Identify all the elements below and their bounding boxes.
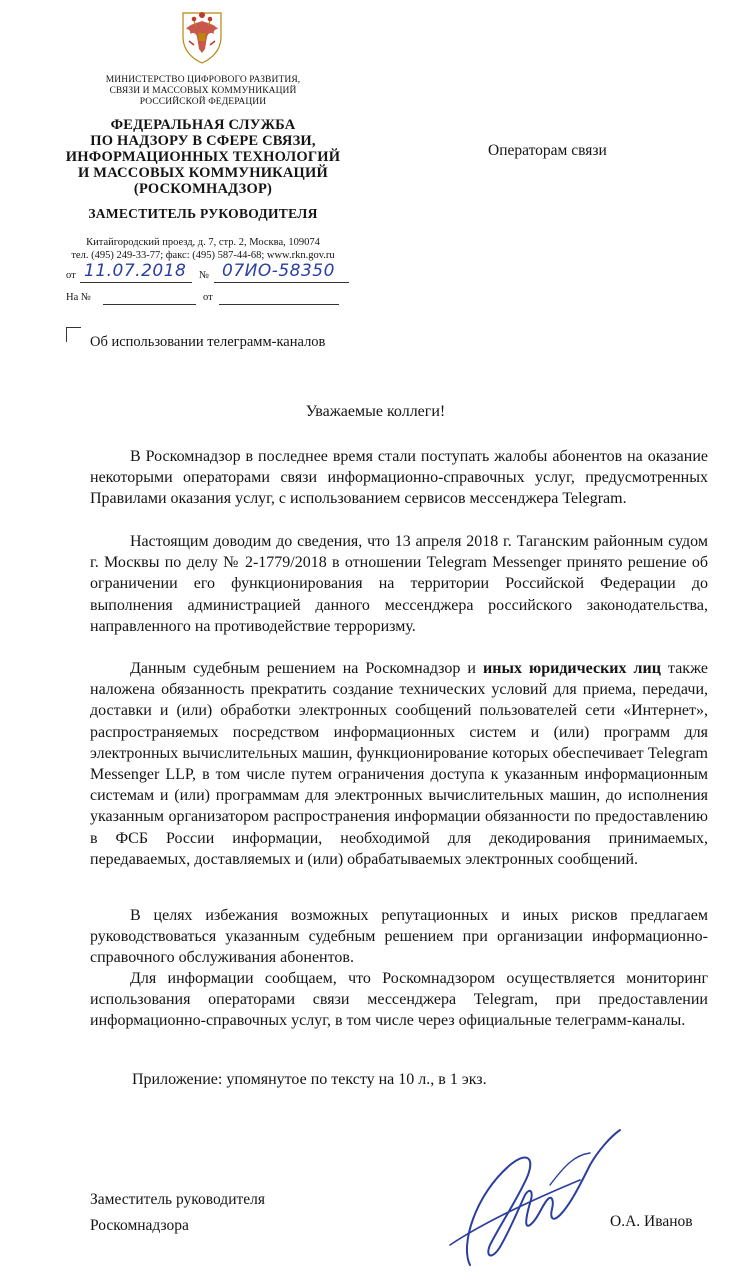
salutation: Уважаемые коллеги! bbox=[305, 403, 446, 420]
body-paragraph-3: Данным судебным решением на Роскомнадзор и иных юридических лиц также наложена обязанность прекратить создание технических условий для приема, передачи, доставки и (или) обработки электронных сообщений пользователей сети «Интернет», распространяемых посредством информационных систем и (или) программ для электронных вычислительных машин, функционирование которых обеспечивает Telegram Messenger LLP, в том числе путем ограничения доступа к указанным информационным системам и (или) программам для электронных вычислительных машин, до исполнения указанным организатором распространения информации обязанности по предоставлению в ФСБ России информации, необходимой для декодирования принимаемых, передаваемых, доставляемых и (или) обрабатываемых электронных сообщений. bbox=[90, 660, 709, 868]
reply-date-underline bbox=[219, 304, 339, 305]
appendix-note: Приложение: упомянутое по тексту на 10 л., в 1 экз. bbox=[132, 1071, 487, 1088]
registration-date: 11.07.2018 bbox=[84, 261, 187, 281]
ministry-name: МИНИСТЕРСТВО ЦИФРОВОГО РАЗВИТИЯ, СВЯЗИ И МАССОВЫХ КОММУНИКАЦИЙ РОССИЙСКОЙ ФЕДЕРАЦИИ bbox=[105, 75, 301, 107]
agency-address: Китайгородский проезд, д. 7, стр. 2, Москва, 109074 тел. (495) 249-33-77; факс: (495) 587-44-68; www.rkn.gov.ru bbox=[71, 237, 335, 261]
registration-number: 07ИО-58350 bbox=[222, 261, 335, 281]
signer-title: Заместитель руководителя Роскомнадзора bbox=[90, 1191, 266, 1234]
body-paragraph-2: Настоящим доводим до сведения, что 13 апреля 2018 г. Таганским районным судом г. Москвы по делу № 2-1779/2018 в отношении Telegram Messenger принято решение об ограничении его функционирования на территории Российской Федерации до выполнения администрацией данного мессенджера российского законодательства, направленного на противодействие терроризму. bbox=[90, 533, 708, 635]
number-underline bbox=[214, 282, 349, 283]
addressee: Операторам связи bbox=[488, 142, 607, 159]
signer-name: О.А. Иванов bbox=[610, 1213, 693, 1230]
body-paragraph-5: Для информации сообщаем, что Роскомнадзором осуществляется мониторинг использования операторами связи мессенджера Telegram, при предоставлении информационно-справочных услуг, в том числе через официальные телеграмм-каналы. bbox=[90, 970, 708, 1030]
body-paragraph-1: В Роскомнадзор в последнее время стали поступать жалобы абонентов на оказание некоторыми операторами связи информационно-справочных услуг, предусмотренных Правилами оказания услуг, с использованием сервисов мессенджера Telegram. bbox=[90, 448, 708, 508]
date-label: от bbox=[66, 270, 76, 281]
reply-date-label: от bbox=[203, 292, 213, 303]
emphasis-text: иных юридических лиц bbox=[483, 660, 661, 677]
agency-name: ФЕДЕРАЛЬНАЯ СЛУЖБА ПО НАДЗОРУ В СФЕРЕ СВЯЗИ, ИНФОРМАЦИОННЫХ ТЕХНОЛОГИЙ И МАССОВЫХ КОММУНИКАЦИЙ (РОСКОМНАДЗОР) bbox=[65, 117, 341, 197]
date-underline bbox=[80, 282, 192, 283]
subject-corner-mark bbox=[66, 327, 81, 342]
body-paragraph-4: В целях избежания возможных репутационных и иных рисков предлагаем руководствоваться указанным судебным решением при организации информационно-справочного обслуживания абонентов. bbox=[90, 907, 708, 967]
letter-subject: Об использовании телеграмм-каналов bbox=[90, 334, 326, 350]
sender-position: ЗАМЕСТИТЕЛЬ РУКОВОДИТЕЛЯ bbox=[88, 206, 318, 221]
coat-of-arms-icon bbox=[177, 7, 227, 65]
reply-number-underline bbox=[103, 304, 196, 305]
number-label: № bbox=[199, 270, 210, 281]
reply-number-label: На № bbox=[66, 292, 91, 303]
handwritten-signature bbox=[430, 1125, 635, 1275]
